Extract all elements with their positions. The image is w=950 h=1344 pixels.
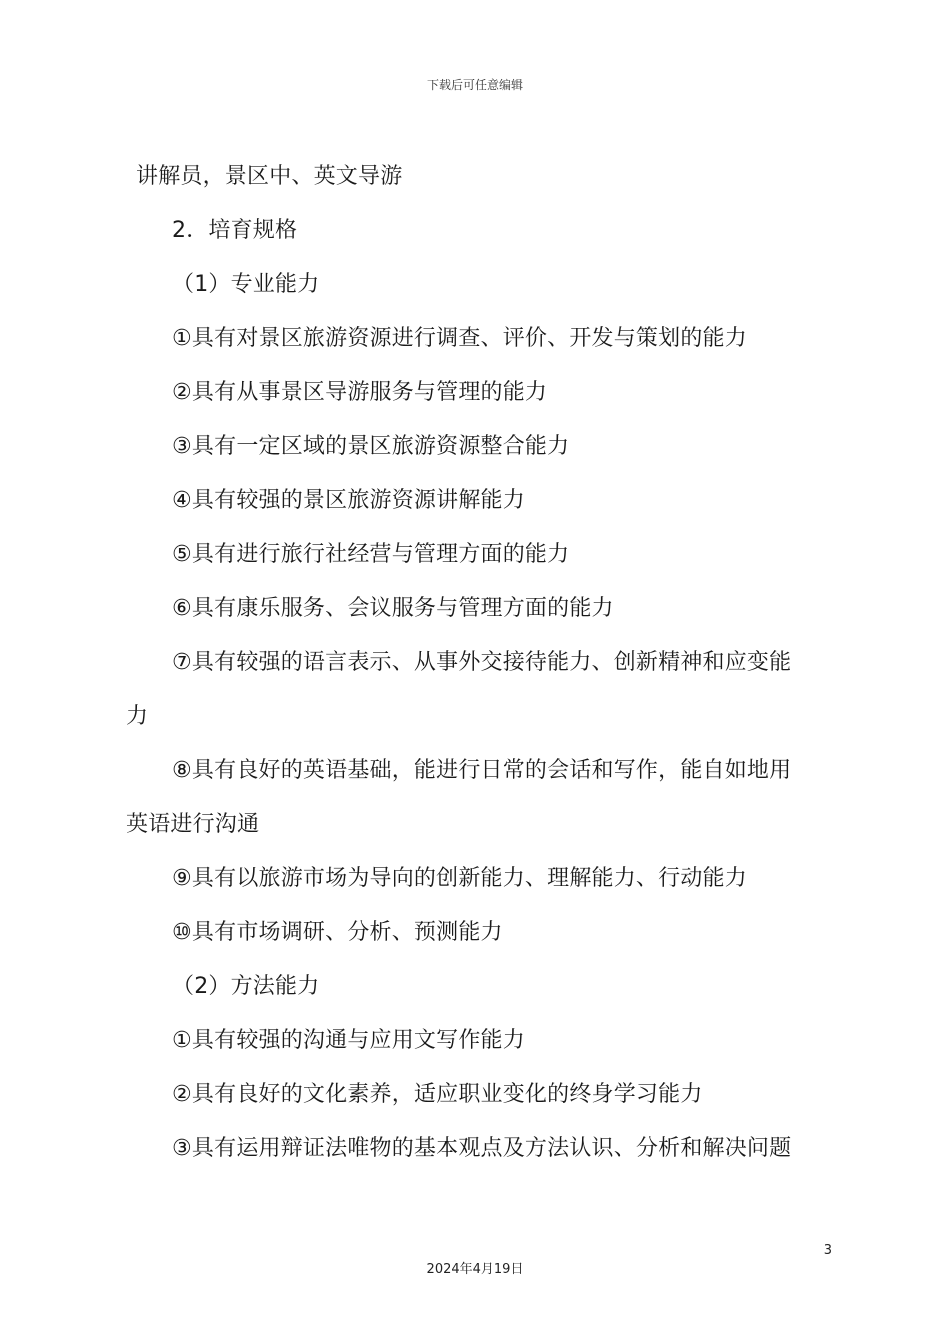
list-item: ⑤具有进行旅行社经营与管理方面的能力	[172, 542, 570, 567]
list-item: ②具有从事景区导游服务与管理的能力	[172, 380, 548, 405]
list-item: ⑨具有以旅游市场为导向的创新能力、理解能力、行动能力	[172, 866, 747, 891]
section-heading: 2．培育规格	[172, 218, 298, 243]
list-item: ②具有良好的文化素养，适应职业变化的终身学习能力	[172, 1082, 703, 1107]
list-item: ③具有一定区域的景区旅游资源整合能力	[172, 434, 570, 459]
list-item: ①具有对景区旅游资源进行调查、评价、开发与策划的能力	[172, 326, 747, 351]
footer-date: 2024年4月19日	[426, 1262, 524, 1277]
subsection-heading: （2）方法能力	[172, 974, 320, 999]
list-item: ⑩具有市场调研、分析、预测能力	[172, 920, 503, 945]
page-header: 下载后可任意编辑	[426, 78, 523, 92]
list-item: ④具有较强的景区旅游资源讲解能力	[172, 488, 525, 513]
paragraph-line: 讲解员，景区中、英文导游	[136, 164, 403, 189]
list-item: ⑦具有较强的语言表示、从事外交接待能力、创新精神和应变能	[172, 650, 792, 675]
list-item: ⑥具有康乐服务、会议服务与管理方面的能力	[172, 596, 614, 621]
subsection-heading: （1）专业能力	[172, 272, 320, 297]
list-item-continuation: 英语进行沟通	[126, 812, 260, 837]
page-number: 3	[823, 1243, 832, 1258]
list-item: ③具有运用辩证法唯物的基本观点及方法认识、分析和解决问题	[172, 1136, 792, 1161]
list-item-continuation: 力	[126, 704, 149, 729]
list-item: ①具有较强的沟通与应用文写作能力	[172, 1028, 525, 1053]
list-item: ⑧具有良好的英语基础，能进行日常的会话和写作，能自如地用	[172, 758, 792, 783]
